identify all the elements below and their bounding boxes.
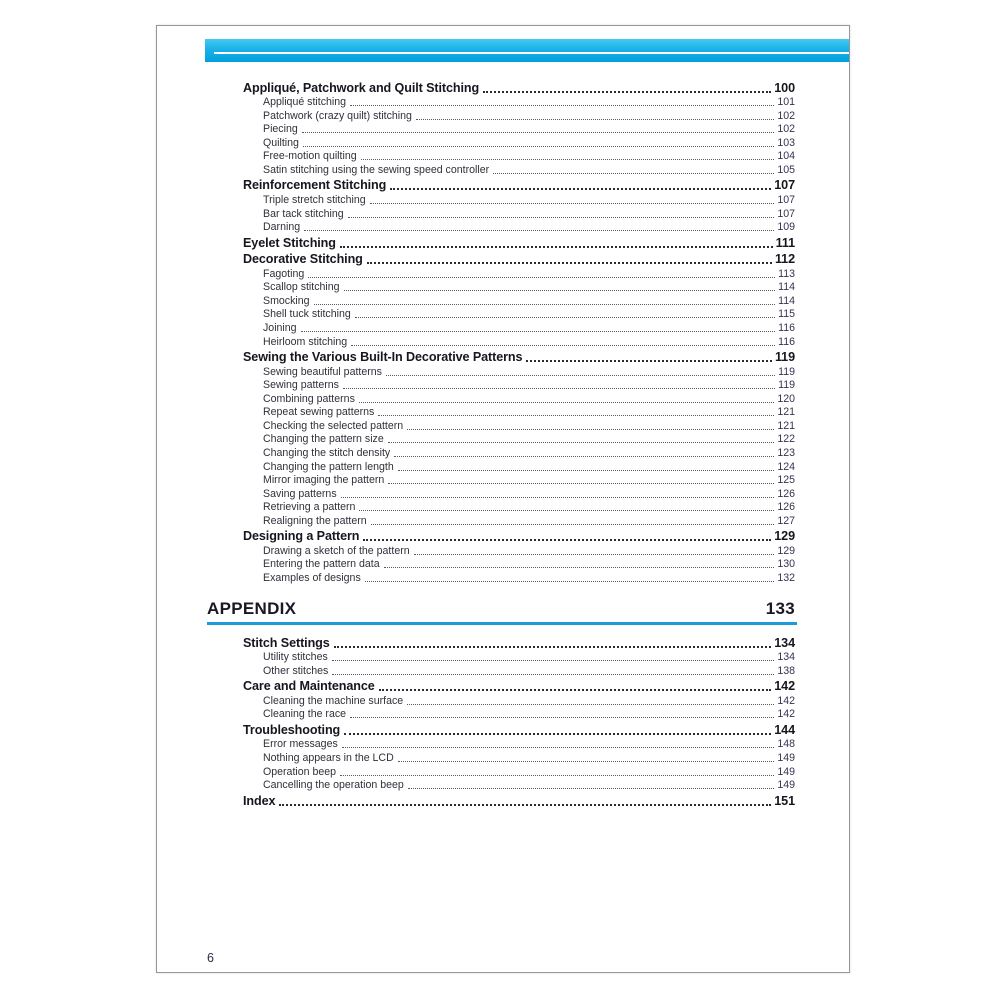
toc-entry-label: Care and Maintenance (243, 679, 375, 694)
toc-entry-page: 111 (775, 235, 795, 250)
toc-entry-page: 114 (778, 294, 795, 307)
toc-entry-page: 149 (777, 779, 795, 792)
toc-entry-label: Joining (263, 322, 297, 335)
toc-entry (157, 720, 849, 737)
toc-entry (157, 459, 849, 473)
toc-entry (157, 557, 849, 571)
toc-entry-label: Saving patterns (263, 487, 337, 500)
dotted-leader (332, 660, 775, 661)
toc-entry-label: Shell tuck stitching (263, 308, 351, 321)
dotted-leader (386, 375, 775, 376)
toc-entry-page: 107 (774, 178, 795, 193)
dotted-leader (340, 246, 773, 248)
toc-entry (157, 633, 849, 650)
toc-entry-page: 122 (777, 433, 795, 446)
toc-entry-label: Appliqué stitching (263, 96, 347, 109)
dotted-leader (355, 317, 775, 318)
appendix-heading-page: 133 (765, 598, 795, 618)
toc-entry-page: 126 (777, 501, 795, 514)
dotted-leader (303, 146, 774, 147)
dotted-leader (343, 388, 775, 389)
dotted-leader (332, 674, 774, 675)
toc-entry-page: 120 (777, 392, 795, 405)
toc-entry-page: 138 (777, 664, 795, 677)
toc-entry-page: 115 (778, 308, 795, 321)
toc-entry-page: 109 (777, 221, 795, 234)
toc-entry (157, 149, 849, 163)
dotted-leader (398, 470, 775, 471)
toc-entry-page: 121 (777, 406, 795, 419)
toc-entry (157, 500, 849, 514)
toc-entry-label: Realigning the pattern (263, 514, 367, 527)
toc-entry (157, 280, 849, 294)
dotted-leader (348, 217, 775, 218)
toc-entry-label: Satin stitching using the sewing speed controller (263, 163, 490, 176)
toc-entry (157, 445, 849, 459)
toc-entry-label: Drawing a sketch of the pattern (263, 544, 410, 557)
toc-entry-label: Appliqué, Patchwork and Quilt Stitching (243, 80, 480, 95)
toc-entry-label: Designing a Pattern (243, 529, 360, 544)
toc-entry-label: Bar tack stitching (263, 207, 344, 220)
toc-entry-label: Triple stretch stitching (263, 194, 366, 207)
toc-entry-page: 103 (777, 136, 795, 149)
toc-entry-label: Piecing (263, 123, 298, 136)
toc-entry-label: Heirloom stitching (263, 335, 348, 348)
dotted-leader (351, 345, 775, 346)
toc-entry-label: Quilting (263, 136, 299, 149)
toc-entry-page: 129 (774, 529, 795, 544)
toc-entry-label: Scallop stitching (263, 281, 340, 294)
toc-entry-page: 142 (777, 694, 795, 707)
toc-entry-label: Smocking (263, 294, 310, 307)
dotted-leader (367, 262, 772, 264)
dotted-leader (371, 524, 775, 525)
toc-entry (157, 418, 849, 432)
footer-page-number: 6 (207, 951, 214, 965)
toc-entry (157, 176, 849, 193)
dotted-leader (407, 704, 774, 705)
dotted-leader (359, 510, 774, 511)
toc-entry-page: 142 (774, 679, 795, 694)
toc-entry (157, 791, 849, 808)
toc-entry-page: 132 (777, 571, 795, 584)
toc-entry-label: Stitch Settings (243, 635, 330, 650)
toc-entry (157, 266, 849, 280)
dotted-leader (370, 203, 775, 204)
toc-entry (157, 543, 849, 557)
toc-entry (157, 364, 849, 378)
toc-entry-page: 105 (777, 163, 795, 176)
dotted-leader (279, 804, 771, 806)
toc-entry-label: Darning (263, 221, 301, 234)
toc-entry (157, 432, 849, 446)
dotted-leader (408, 788, 775, 789)
toc-entry-page: 107 (777, 207, 795, 220)
dotted-leader (304, 230, 774, 231)
toc-entry-label: Sewing patterns (263, 379, 339, 392)
toc-entry (157, 707, 849, 721)
toc-entry-label: Entering the pattern data (263, 558, 380, 571)
toc-entry (157, 334, 849, 348)
toc-entry (157, 778, 849, 792)
toc-entry-label: Cleaning the race (263, 708, 347, 721)
dotted-leader (344, 733, 771, 735)
toc-entry-label: Repeat sewing patterns (263, 406, 375, 419)
toc-entry-page: 107 (777, 194, 795, 207)
toc-entry-page: 127 (777, 514, 795, 527)
toc-entry (157, 663, 849, 677)
toc-entry-label: Checking the selected pattern (263, 419, 404, 432)
toc-entry-label: Utility stitches (263, 651, 328, 664)
toc-entry-label: Decorative Stitching (243, 252, 363, 267)
toc-entry (157, 320, 849, 334)
toc-entry-page: 119 (778, 365, 795, 378)
dotted-leader (334, 646, 772, 648)
toc-entry (157, 405, 849, 419)
toc-entry-page: 112 (774, 252, 795, 267)
toc-entry-page: 104 (777, 150, 795, 163)
dotted-leader (342, 747, 775, 748)
dotted-leader (390, 188, 771, 190)
toc-entry (157, 250, 849, 267)
dotted-leader (379, 689, 772, 691)
banner-white-line (214, 52, 849, 54)
toc-entry-page: 149 (777, 752, 795, 765)
toc-entry-label: Fagoting (263, 267, 305, 280)
dotted-leader (414, 554, 775, 555)
toc-entry (157, 192, 849, 206)
toc-entry-page: 148 (777, 738, 795, 751)
toc-entry-page: 113 (778, 267, 795, 280)
toc-entry-page: 124 (777, 460, 795, 473)
toc-entry (157, 135, 849, 149)
dotted-leader (302, 132, 775, 133)
toc-entry (157, 513, 849, 527)
toc-entry-page: 102 (777, 123, 795, 136)
toc-entry-label: Mirror imaging the pattern (263, 474, 385, 487)
toc-entry-label: Changing the pattern length (263, 460, 394, 473)
toc-entry-label: Cancelling the operation beep (263, 779, 404, 792)
toc-entry (157, 108, 849, 122)
toc-entry (157, 378, 849, 392)
toc-entry (157, 764, 849, 778)
toc-entry (157, 693, 849, 707)
toc-entry-label: Operation beep (263, 765, 337, 778)
toc-entry-label: Sewing beautiful patterns (263, 365, 382, 378)
toc-entry-page: 144 (774, 722, 795, 737)
dotted-leader (340, 775, 774, 776)
toc-entry (157, 650, 849, 664)
toc-entry (157, 391, 849, 405)
toc-entry-label: Error messages (263, 738, 338, 751)
appendix-heading-row (157, 599, 849, 619)
dotted-leader (526, 360, 772, 362)
toc-entry (157, 95, 849, 109)
toc-entry (157, 233, 849, 250)
manual-page (156, 25, 850, 973)
toc-entry-page: 134 (774, 635, 795, 650)
dotted-leader (361, 159, 775, 160)
toc-entry-label: Cleaning the machine surface (263, 694, 404, 707)
toc-entry-label: Changing the pattern size (263, 433, 384, 446)
dotted-leader (301, 331, 776, 332)
toc-entry-label: Sewing the Various Built-In Decorative Patterns (243, 350, 523, 365)
toc-entry (157, 220, 849, 234)
toc-entry-label: Combining patterns (263, 392, 355, 405)
table-of-contents (157, 78, 849, 808)
toc-entry-page: 116 (778, 335, 795, 348)
dotted-leader (398, 761, 775, 762)
toc-entry (157, 122, 849, 136)
toc-entry-page: 121 (777, 419, 795, 432)
toc-entry-page: 114 (778, 281, 795, 294)
dotted-leader (314, 304, 776, 305)
toc-entry (157, 473, 849, 487)
toc-entry (157, 677, 849, 694)
toc-entry-page: 134 (777, 651, 795, 664)
appendix-heading-label: APPENDIX (207, 598, 297, 618)
toc-entry-page: 100 (774, 80, 795, 95)
toc-entry-label: Free-motion quilting (263, 150, 357, 163)
dotted-leader (388, 483, 774, 484)
toc-entry-label: Eyelet Stitching (243, 235, 336, 250)
toc-entry-label: Reinforcement Stitching (243, 178, 387, 193)
toc-entry (157, 348, 849, 365)
toc-entry-page: 142 (777, 708, 795, 721)
toc-entry-page: 119 (778, 379, 795, 392)
toc-entry-label: Nothing appears in the LCD (263, 752, 394, 765)
toc-entry-page: 102 (777, 109, 795, 122)
toc-entry (157, 206, 849, 220)
toc-entry-page: 116 (778, 322, 795, 335)
dotted-leader (407, 429, 774, 430)
dotted-leader (394, 456, 774, 457)
toc-entry-page: 123 (777, 447, 795, 459)
toc-entry-page: 125 (777, 474, 795, 487)
toc-entry-label: Troubleshooting (243, 722, 341, 737)
dotted-leader (344, 290, 776, 291)
toc-entry-label: Retrieving a pattern (263, 501, 356, 514)
toc-entry (157, 527, 849, 544)
dotted-leader (483, 91, 771, 93)
toc-entry-label: Changing the stitch density (263, 447, 391, 459)
appendix-blue-rule (207, 622, 797, 625)
dotted-leader (493, 173, 774, 174)
dotted-leader (359, 402, 774, 403)
dotted-leader (341, 497, 775, 498)
toc-entry-page: 119 (774, 350, 795, 365)
toc-entry (157, 570, 849, 584)
toc-entry-page: 126 (777, 487, 795, 500)
toc-entry (157, 486, 849, 500)
top-banner-bar (205, 39, 849, 62)
dotted-leader (308, 277, 775, 278)
toc-entry (157, 750, 849, 764)
toc-entry-page: 101 (777, 96, 795, 109)
toc-entry (157, 162, 849, 176)
toc-entry-page: 149 (777, 765, 795, 778)
dotted-leader (365, 581, 775, 582)
toc-entry-label: Patchwork (crazy quilt) stitching (263, 109, 412, 122)
dotted-leader (378, 415, 774, 416)
toc-entry (157, 293, 849, 307)
toc-entry-page: 130 (777, 558, 795, 571)
dotted-leader (384, 567, 775, 568)
toc-entry-page: 151 (774, 793, 795, 808)
dotted-leader (416, 119, 774, 120)
toc-entry-label: Examples of designs (263, 571, 361, 584)
toc-entry-page: 129 (777, 544, 795, 557)
toc-entry (157, 737, 849, 751)
dotted-leader (388, 442, 775, 443)
dotted-leader (350, 105, 774, 106)
toc-entry (157, 307, 849, 321)
toc-entry-label: Other stitches (263, 664, 329, 677)
dotted-leader (350, 717, 774, 718)
toc-entry-label: Index (243, 793, 276, 808)
toc-entry (157, 78, 849, 95)
dotted-leader (363, 539, 771, 541)
